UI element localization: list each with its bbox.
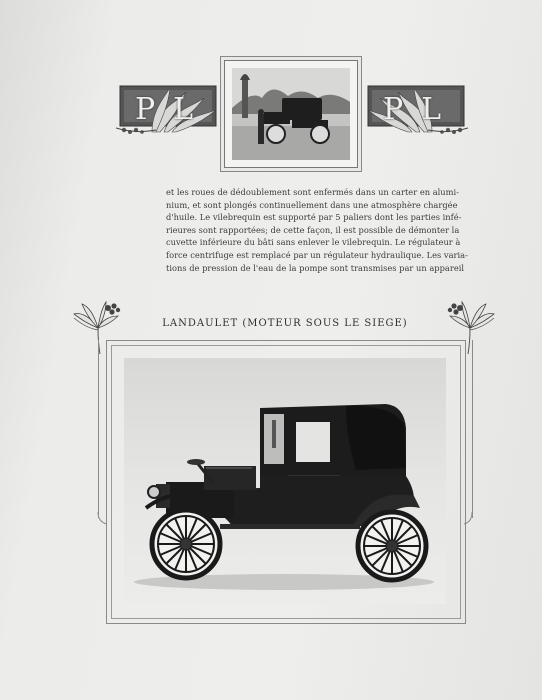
body-line: nium, et sont plongés continuellement dans une atmosphère chargée [166,199,458,210]
photo-caption: LANDAULET (MOTEUR SOUS LE SIEGE) [162,318,408,329]
body-line: tions de pression de l'eau de la pompe sont transmises par un appareil [166,262,465,273]
frame-stem-right [472,340,473,518]
header-photo [224,60,358,168]
frame-stem-left [98,340,99,518]
body-line: et les roues de dédoublement sont enfermés dans un carter en alumi- [166,187,459,197]
body-paragraph [166,186,468,274]
monogram-left: PL [134,92,212,127]
body-line: force centrifuge est remplacé par un régulateur hydraulique. Les varia- [166,249,468,260]
body-line: rieures sont rapportées; de cette façon, il est possible de démonter la [166,224,460,235]
body-line: d'huile. Le vilebrequin est supporté par 5 paliers dont les parties infé- [166,212,462,223]
monogram-right-panel [364,84,468,136]
monogram-left-panel [116,84,220,136]
rear-wheel [358,512,426,580]
header-ornament [108,58,478,168]
landaulet-car-image-icon [124,358,446,604]
front-wheel [152,510,220,578]
landaulet-photo [124,358,446,604]
header-car-photo-icon [232,68,350,160]
body-line: cuvette inférieure du bâti sans enlever le vilebrequin. Le régulateur à [166,237,461,248]
monogram-right: PL [382,92,460,127]
